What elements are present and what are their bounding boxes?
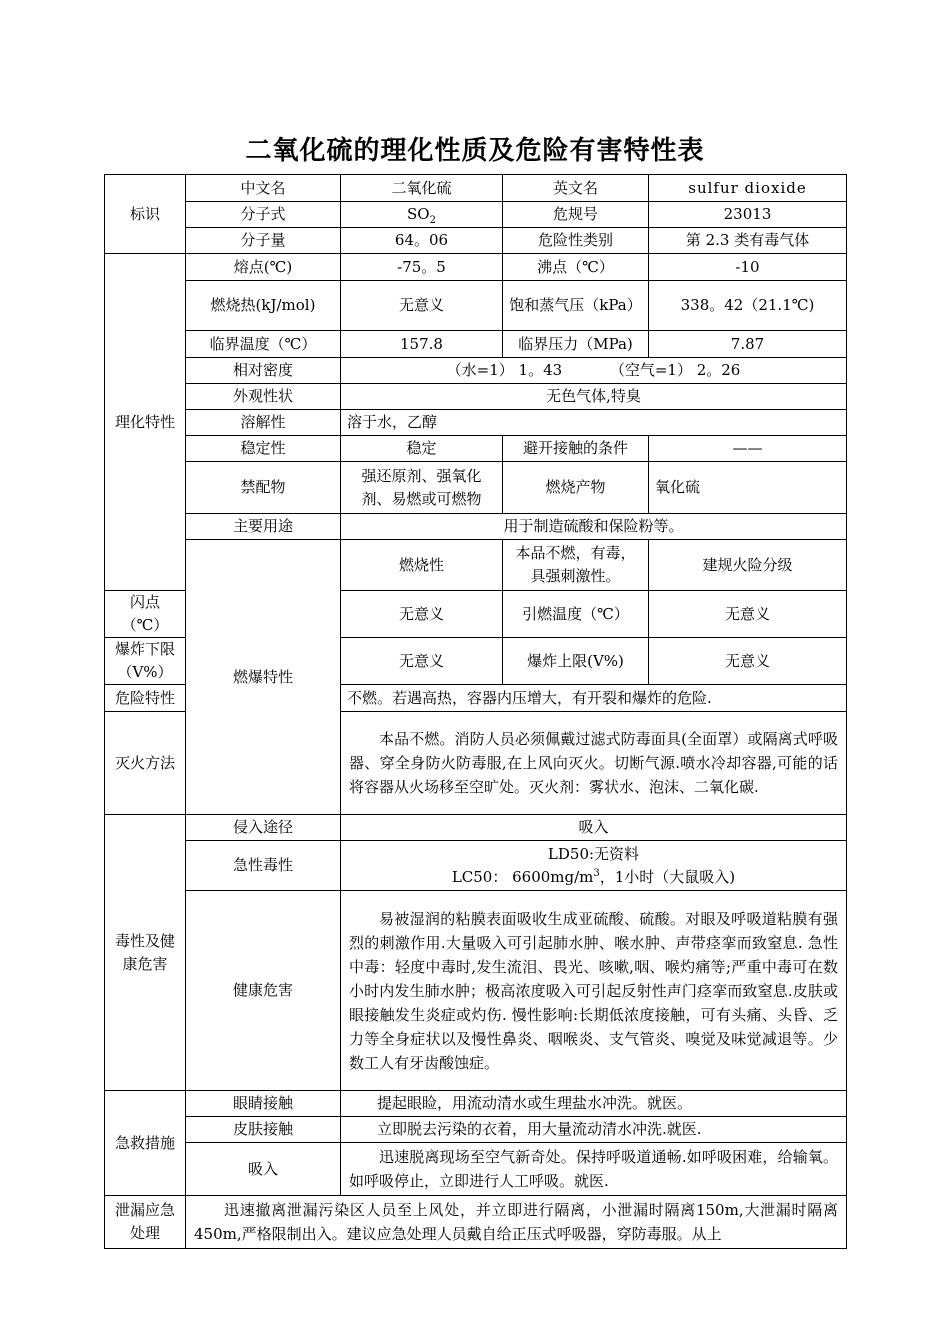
table-row [105, 891, 847, 1091]
mp-label: 熔点(℃) [186, 254, 341, 281]
table-row [105, 254, 847, 281]
formula-subscript: 2 [429, 215, 436, 226]
use-value: 用于制造硫酸和保险粉等。 [341, 514, 847, 540]
lel-label: 爆炸下限（V%） [105, 638, 186, 685]
leak-value [186, 1196, 847, 1249]
table-row [105, 1143, 847, 1196]
table-row [105, 1196, 847, 1249]
extinguish-label: 灭火方法 [105, 712, 186, 815]
uel-label: 爆炸上限(V%) [503, 638, 649, 685]
table-row [105, 384, 847, 410]
use-label: 主要用途 [186, 514, 341, 540]
table-row [105, 462, 847, 514]
health-text: 易被湿润的粘膜表面吸收生成亚硫酸、硫酸。对眼及呼吸道粘膜有强烈的刺激作用.大量吸入可引起肺水肿、喉水肿、声带痉挛而致窒息. 急性中毒：轻度中毒时,发生流泪、畏光、咳嗽,咽、喉灼痛等;严重中毒可在数小时内发生肺水肿；极高浓度吸入可引起反射性声门痉挛而致窒息.皮肤或眼接触发生炎症或灼伤. 慢性影响:长期低浓度接触，可有头痛、头昏、乏力等全身症状以及慢性鼻炎、咽喉炎、支气管炎、嗅觉及味觉减退等。少数工人有牙齿酸蚀症。 [349, 909, 838, 1072]
density-value: （水=1） 1。43 （空气=1） 2。26 [341, 358, 847, 384]
extinguish-value [341, 712, 847, 815]
hazard-class-label: 危险性类别 [503, 228, 649, 254]
ct-value: 157.8 [341, 331, 503, 358]
ct-label: 临界温度（℃） [186, 331, 341, 358]
danger-value: 不燃。若遇高热，容器内压增大，有开裂和爆炸的危险. [341, 685, 847, 712]
skin-value [341, 1117, 847, 1143]
cp-value: 7.87 [649, 331, 847, 358]
formula-main: SO [407, 205, 430, 223]
acute-value [341, 841, 847, 891]
page-title: 二氧化硫的理化性质及危险有害特性表 [245, 136, 705, 166]
hazard-no-label: 危规号 [503, 202, 649, 228]
table-row [105, 540, 847, 591]
leak-text: 迅速撤离泄漏污染区人员至上风处，并立即进行隔离，小泄漏时隔离150m,大泄漏时隔离450m,严格限制出入。建议应急处理人员戴自给正压式呼吸器，穿防毒服。从上 [194, 1201, 838, 1243]
table-row [105, 514, 847, 540]
stability-value: 稳定 [341, 436, 503, 462]
eye-value [341, 1091, 847, 1117]
en-name-value: sulfur dioxide [649, 175, 847, 202]
stability-label: 稳定性 [186, 436, 341, 462]
inhale-text: 迅速脱离现场至空气新奇处。保持呼吸道通畅.如呼吸困难，给输氧。如呼吸停止，立即进行人工呼吸。就医. [349, 1148, 838, 1190]
lc50-main: LC50： 6600mg/m [451, 867, 594, 886]
avoid-label: 避开接触的条件 [503, 436, 649, 462]
flam-label: 燃烧性 [341, 540, 503, 591]
table-row [105, 358, 847, 384]
danger-label: 危险特性 [105, 685, 186, 712]
lc50-sup: 3 [593, 867, 600, 879]
combprod-value: 氧化硫 [649, 462, 847, 514]
formula-label: 分子式 [186, 202, 341, 228]
health-value [341, 891, 847, 1091]
avoid-value: —— [649, 436, 847, 462]
table-row [105, 410, 847, 436]
incompat-label: 禁配物 [186, 462, 341, 514]
vp-value: 338。42（21.1℃) [649, 281, 847, 331]
inhale-value [341, 1143, 847, 1196]
mp-value: -75。5 [341, 254, 503, 281]
cn-name-label: 中文名 [186, 175, 341, 202]
table-row [105, 228, 847, 254]
acute-label: 急性毒性 [186, 841, 341, 891]
section-fire: 燃爆特性 [186, 540, 341, 815]
table-row [105, 175, 847, 202]
table-row [105, 331, 847, 358]
appearance-label: 外观性状 [186, 384, 341, 410]
table-row [105, 841, 847, 891]
lc50-tail: ，1小时（大鼠吸入) [599, 867, 736, 886]
flash-label: 闪点（℃） [105, 591, 186, 638]
hazard-no-value: 23013 [649, 202, 847, 228]
uel-value: 无意义 [649, 638, 847, 685]
vp-label: 饱和蒸气压（kPa） [503, 281, 649, 331]
section-firstaid: 急救措施 [105, 1091, 186, 1196]
inhale-label: 吸入 [186, 1143, 341, 1196]
heat-value: 无意义 [341, 281, 503, 331]
table-row [105, 1091, 847, 1117]
en-name-label: 英文名 [503, 175, 649, 202]
route-value: 吸入 [341, 815, 847, 841]
bp-value: -10 [649, 254, 847, 281]
mw-value: 64。06 [341, 228, 503, 254]
density-label: 相对密度 [186, 358, 341, 384]
formula-value [341, 202, 503, 228]
bp-label: 沸点（℃） [503, 254, 649, 281]
extinguish-text: 本品不燃。消防人员必须佩戴过滤式防毒面具(全面罩）或隔离式呼吸器、穿全身防火防毒服,在上风向灭火。切断气源.喷水冷却容器,可能的话将容器从火场移至空旷处。灭火剂：雾状水、泡沫、二氧化碳. [349, 730, 838, 796]
section-toxicity: 毒性及健康危害 [105, 815, 186, 1091]
solubility-value: 溶于水，乙醇 [341, 410, 847, 436]
table-row [105, 815, 847, 841]
eye-text: 提起眼睑，用流动清水或生理盐水冲洗。就医。 [377, 1094, 693, 1112]
section-identity: 标识 [105, 175, 186, 254]
table-row [105, 202, 847, 228]
solubility-label: 溶解性 [186, 410, 341, 436]
section-leak: 泄漏应急处理 [105, 1196, 186, 1249]
combprod-label: 燃烧产物 [503, 462, 649, 514]
heat-label: 燃烧热(kJ/mol) [186, 281, 341, 331]
ignite-label: 引燃温度（℃） [503, 591, 649, 638]
flam-value: 本品不燃，有毒，具强刺激性。 [503, 540, 649, 591]
mw-label: 分子量 [186, 228, 341, 254]
lc50-line [347, 866, 840, 889]
table-row [105, 436, 847, 462]
eye-label: 眼睛接触 [186, 1091, 341, 1117]
table-row [105, 281, 847, 331]
section-physchem: 理化特性 [105, 254, 186, 591]
ignite-value: 无意义 [649, 591, 847, 638]
table-row [105, 1117, 847, 1143]
flash-value: 无意义 [341, 591, 503, 638]
cp-label: 临界压力（MPa) [503, 331, 649, 358]
appearance-value: 无色气体,特臭 [341, 384, 847, 410]
skin-label: 皮肤接触 [186, 1117, 341, 1143]
health-label: 健康危害 [186, 891, 341, 1091]
cn-name-value: 二氧化硫 [341, 175, 503, 202]
incompat-value: 强还原剂、强氧化剂、易燃或可燃物 [341, 462, 503, 514]
route-label: 侵入途径 [186, 815, 341, 841]
skin-text: 立即脱去污染的衣着，用大量流动清水冲洗.就医. [377, 1120, 702, 1138]
ld50-line: LD50:无资料 [547, 844, 640, 863]
lel-value: 无意义 [341, 638, 503, 685]
grade-label: 建规火险分级 [649, 540, 847, 591]
hazard-properties-table [104, 174, 847, 1249]
hazard-class-value: 第 2.3 类有毒气体 [649, 228, 847, 254]
